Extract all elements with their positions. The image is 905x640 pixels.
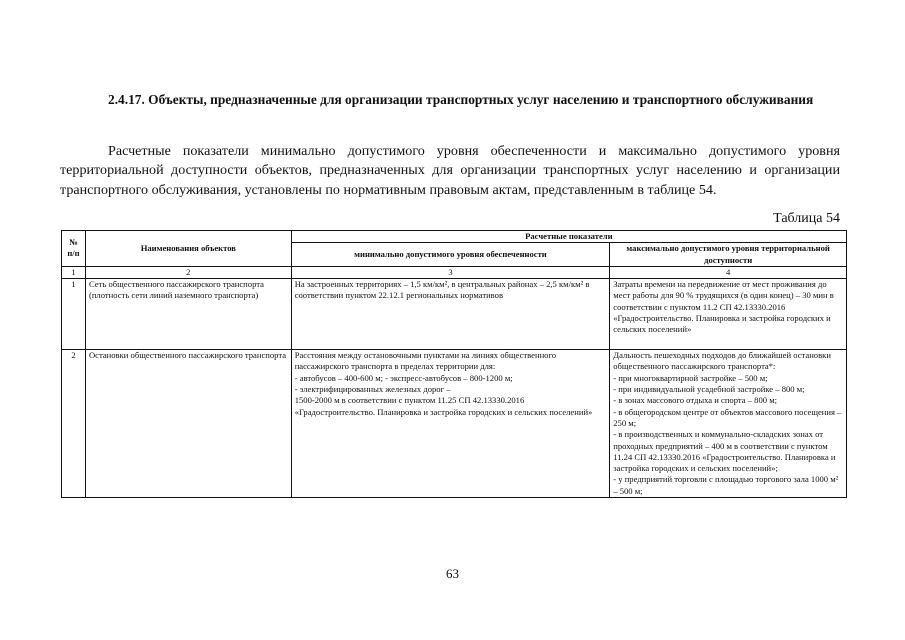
min-line: - электрифицированных железных дорог – [294,384,451,395]
index-cell: 3 [291,266,610,278]
max-line: Затраты времени на передвижение от мест проживания до мест работы для 90 % трудящихся (в один конец) – 30 мин в соответствии с пунктом 11.2 СП 42.13330.2016 «Градостроительство. Планировка и застройка городских и сельских поселений» [613,279,834,335]
min-line: - автобусов – 400-600 м; - экспресс-автобусов – 800-1200 м; [294,372,513,383]
row-number: 1 [62,279,86,350]
max-line: - в производственных и коммунально-складских зонах от проходных предприятий – 400 м в соответствии с пунктом 11.24 СП 42.13330.2016 «Градостроительство. Планировка и застройка городских и сельских поселений»; [613,429,836,474]
min-line: На застроенных территориях – 1,5 км/км², в центральных районах – 2,5 км/км² в соответствии пунктом 22.12.1 региональных нормативов [294,279,590,301]
max-line: - в зонах массового отдыха и спорта – 800 м; [613,395,778,406]
min-indicator [291,279,610,350]
index-cell: 2 [85,266,291,278]
object-name: Сеть общественного пассажирского транспорта (плотность сети линий наземного транспорта) [85,279,291,350]
max-line: Дальность пешеходных подходов до ближайшей остановки общественного пассажирского транспорта*: [613,350,831,372]
object-name: Остановки общественного пассажирского транспорта [85,350,291,498]
section-heading: 2.4.17. Объекты, предназначенные для организации транспортных услуг населению и транспортного обслуживания [108,92,814,107]
header-max-accessibility: максимально допустимого уровня территориальной доступности [610,243,847,267]
header-object-name: Наименования объектов [85,231,291,267]
table-row [62,350,847,498]
header-indicators: Расчетные показатели [291,231,846,243]
max-line: - при многоквартирной застройке – 500 м; [613,372,768,383]
index-cell: 1 [62,266,86,278]
min-indicator [291,350,610,498]
max-indicator [610,350,847,498]
min-line: Расстояния между остановочными пунктами на линиях общественного пассажирского транспорта в пределах территории для: [294,350,557,372]
header-min-level: минимально допустимого уровня обеспеченности [291,243,610,267]
max-line: - при индивидуальной усадебной застройке – 800 м; [613,384,805,395]
max-line: - в общегородском центре от объектов массового посещения – 250 м; [613,406,842,428]
page-number: 63 [446,566,459,581]
table-caption: Таблица 54 [773,211,840,226]
min-line: 1500-2000 м в соответствии с пунктом 11.25 СП 42.13330.2016 «Градостроительство. Планировка и застройка городских и сельских поселений» [294,395,593,417]
header-number: № п/п [62,231,86,267]
max-line: - у предприятий торговли с площадью торгового зала 1000 м² – 500 м; [613,474,839,496]
regulation-table [61,230,847,498]
max-indicator [610,279,847,350]
column-index-row [62,266,847,278]
index-cell: 4 [610,266,847,278]
table-row [62,279,847,350]
intro-paragraph: Расчетные показатели минимально допустимого уровня обеспеченности и максимально допустимого уровня территориальной доступности объектов, предназначенных для организации транспортных услуг населению и организации транспортного обслуживания, установлены по нормативным правовым актам, представленным в таблице 54. [60,143,840,198]
row-number: 2 [62,350,86,498]
